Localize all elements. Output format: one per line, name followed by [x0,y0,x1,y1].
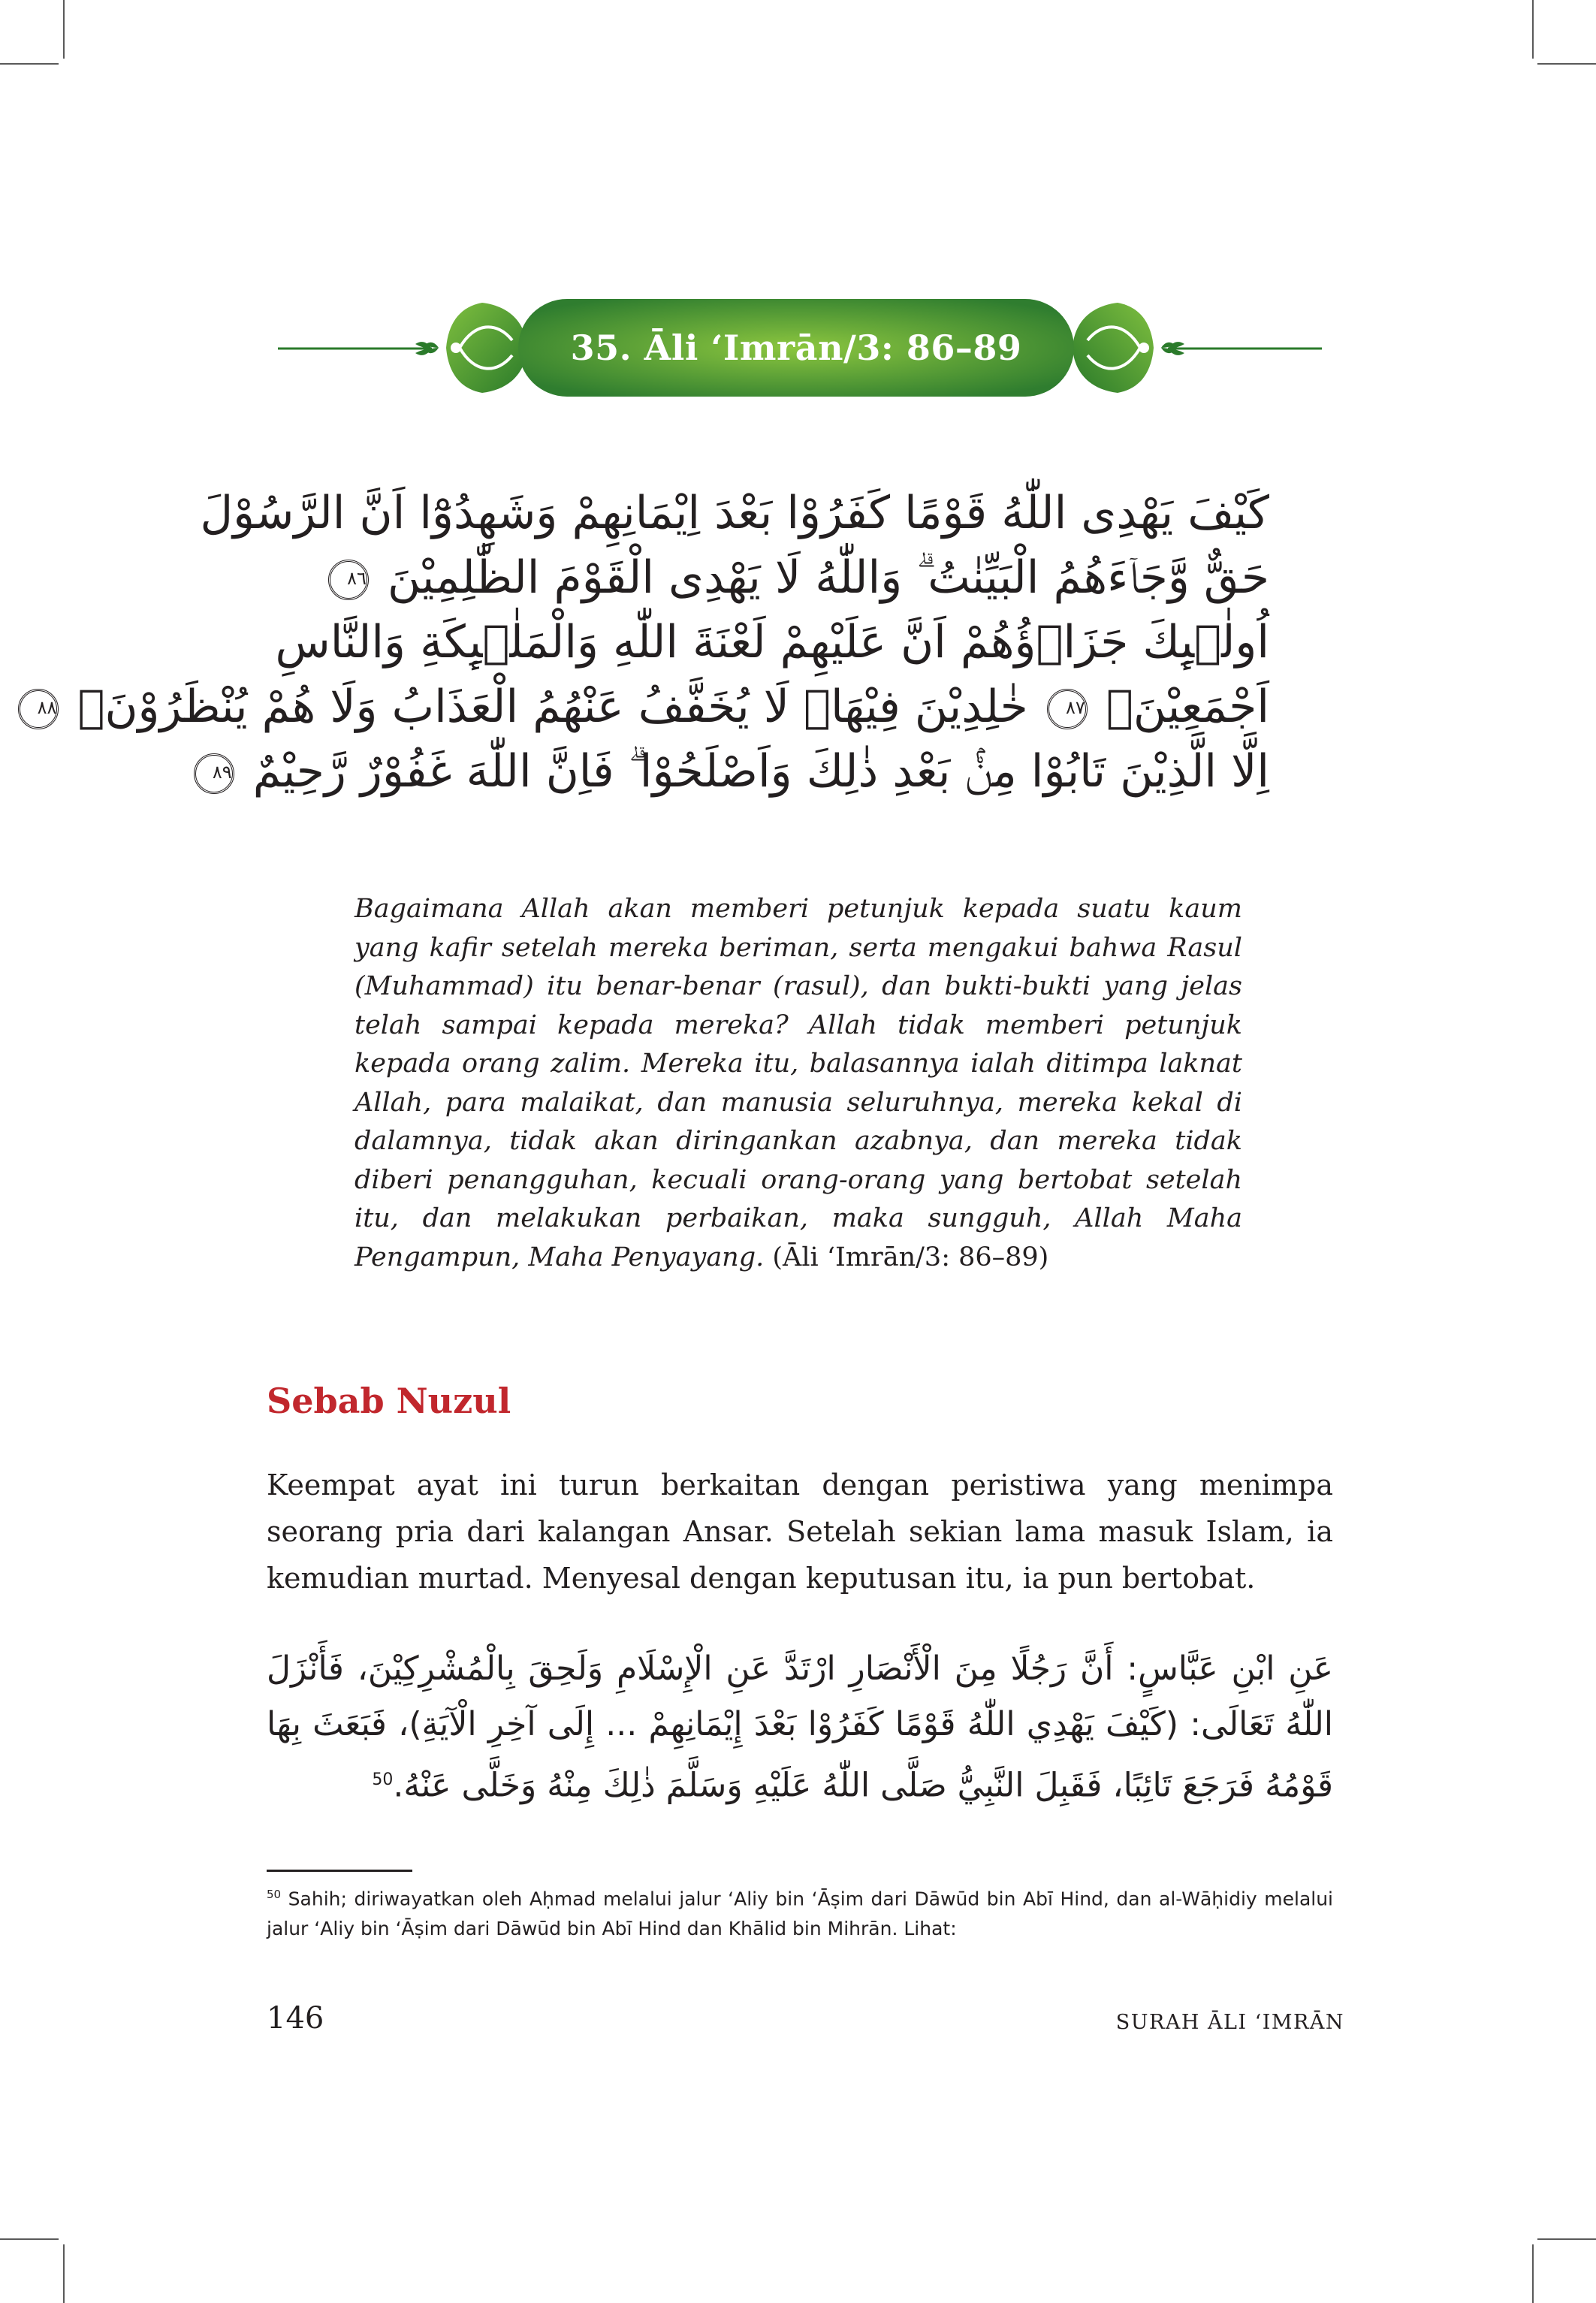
crop-mark [1532,0,1534,59]
quran-line [345,545,1269,610]
ayah-number-marker: ٨٩ [194,753,234,794]
surah-header-banner [278,299,1322,397]
quran-line [275,610,1269,675]
hadith-arabic: عَنِ ابْنِ عَبَّاسٍ: أَنَّ رَجُلًا مِنَ الْأَنْصَارِ ارْتَدَّ عَنِ الْإِسْلَامِ وَلَحِقَ بِالْمُشْرِكِيْنَ، فَأَنْزَلَ اللّٰهُ تَعَالَى: (كَيْفَ يَهْدِي اللّٰهُ قَوْمًا كَفَرُوْا بَعْدَ إِيْمَانِهِمْ ... إِلَى آخِرِ الْآيَةِ)، فَبَعَثَ بِهَا قَوْمُهُ فَرَجَعَ تَائِبًا، فَقَبِلَ النَّبِيُّ صَلَّى اللّٰهُ عَلَيْهِ وَسَلَّمَ ذٰلِكَ مِنْهُ وَخَلَّى عَنْهُ. [267,1650,1333,1805]
hadith-text [267,1641,1333,1814]
quran-line [200,481,1269,545]
crop-mark [0,2238,59,2240]
crop-mark [1537,2238,1596,2240]
footnote-reference[interactable]: 50 [372,1770,394,1789]
quran-line [212,739,1269,804]
running-head: SURAH ĀLI ‘IMRĀN [1115,2011,1344,2034]
quran-line-text: حَقٌّ وَّجَاۤءَهُمُ الْبَيِّنٰتُ ۗ وَاللّٰهُ لَا يَهْدِى الْقَوْمَ الظّٰلِمِيْنَ [387,551,1269,604]
quran-line-text: خٰلِدِيْنَ فِيْهَاۚ لَا يُخَفَّفُ عَنْهُمُ الْعَذَابُ وَلَا هُمْ يُنْظَرُوْنَۙ [77,681,1028,733]
quran-line-text: اِلَّا الَّذِيْنَ تَابُوْا مِنْۢ بَعْدِ ذٰلِكَ وَاَصْلَحُوْا ۗ فَاِنَّ اللّٰهَ غَفُوْرٌ رَّحِيْمٌ [252,745,1269,798]
crop-mark [0,63,59,65]
section-paragraph: Keempat ayat ini turun berkaitan dengan peristiwa yang menimpa seorang pria dari kalangan Ansar. Setelah sekian lama masuk Islam, ia kemudian murtad. Menyesal dengan keputusan itu, ia pun bertobat. [267,1468,1333,1595]
quran-line-text: كَيْفَ يَهْدِى اللّٰهُ قَوْمًا كَفَرُوْا بَعْدَ اِيْمَانِهِمْ وَشَهِدُوْٓا اَنَّ الرَّسُوْلَ [200,487,1269,539]
footnote-number: 50 [267,1888,282,1901]
surah-title: 35. Āli ‘Imrān/3: 86–89 [570,327,1022,368]
verse-translation [354,890,1242,1277]
footnote-divider [267,1870,412,1872]
quran-line-text: اُولٰۤىِٕكَ جَزَاۤؤُهُمْ اَنَّ عَلَيْهِمْ لَعْنَةَ اللّٰهِ وَالْمَلٰۤىِٕكَةِ وَالنَّاسِ [275,616,1269,669]
quran-line-text: اَجْمَعِيْنَۙ [1106,681,1269,733]
crop-mark [1537,63,1596,65]
page-number: 146 [267,2001,324,2036]
quran-line [37,675,1269,739]
crop-mark [1532,2244,1534,2303]
ayah-number-marker: ٨٧ [1047,689,1088,729]
footnote-text: Sahih; diriwayatkan oleh Aḥmad melalui jalur ‘Aliy bin ‘Āṣim dari Dāwūd bin Abī Hind, dan al-Wāḥidiy melalui jalur ‘Aliy bin ‘Āṣim dari Dāwūd bin Abī Hind dan Khālid bin Mihrān. Lihat: [267,1888,1333,1940]
crop-mark [63,0,65,59]
translation-text: Bagaimana Allah akan memberi petunjuk kepada suatu kaum yang kafir setelah mereka beriman, serta mengakui bahwa Rasul (Muhammad) itu benar-benar (rasul), dan bukti-bukti yang jelas telah sampai kepada mereka? Allah tidak memberi petunjuk kepada orang zalim. Mereka itu, balasannya ialah ditimpa laknat Allah, para malaikat, dan manusia seluruhnya, mereka kekal di dalamnya, tidak akan diringankan azabnya, dan mereka tidak diberi penangguhan, kecuali orang-orang yang bertobat setelah itu, dan melakukan perbaikan, maka sungguh, Allah Maha Pengampun, Maha Penyayang. [354,894,1242,1272]
ayah-number-marker: ٨٨ [18,689,59,729]
crop-mark [63,2244,65,2303]
quran-verses [37,481,1269,804]
section-heading: Sebab Nuzul [267,1381,511,1421]
ayah-number-marker: ٨٦ [328,560,369,600]
footnote [267,1879,1333,1944]
translation-reference: (Āli ‘Imrān/3: 86–89) [772,1242,1049,1272]
